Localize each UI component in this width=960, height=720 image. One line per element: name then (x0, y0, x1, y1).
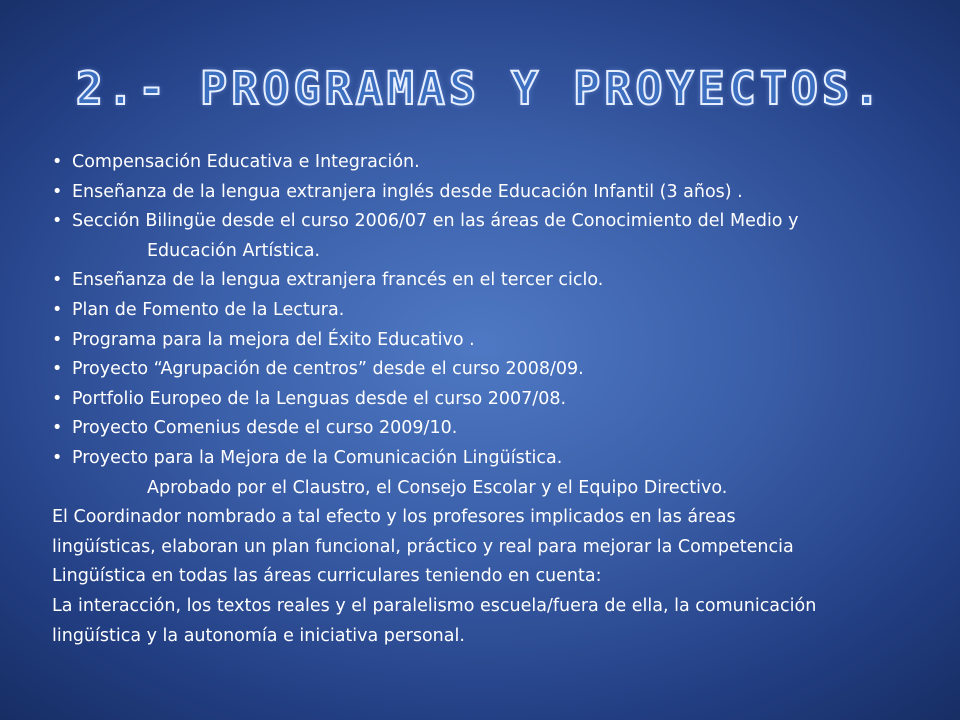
paragraph-line: El Coordinador nombrado a tal efecto y los profesores implicados en las áreas (52, 507, 736, 528)
bullet-text: Enseñanza de la lengua extranjera inglés desde Educación Infantil (3 años) . (72, 181, 743, 202)
paragraph-line: Lingüística en todas las áreas curriculares teniendo en cuenta: (52, 566, 602, 587)
bullet-item (52, 296, 912, 326)
bullet-dot: • (52, 152, 63, 172)
bullet-dot: • (52, 299, 63, 320)
paragraph-line: La interacción, los textos reales y el paralelismo escuela/fuera de ella, la comunicación (52, 595, 817, 616)
bullet-dot: • (52, 418, 63, 439)
bullet-dot: • (52, 359, 63, 380)
paragraph-line: lingüística y la autonomía e iniciativa personal. (52, 625, 465, 646)
bullet-dot: • (52, 181, 63, 202)
bullet-text: Portfolio Europeo de la Lenguas desde el curso 2007/08. (72, 388, 567, 409)
paragraph-line: lingüísticas, elaboran un plan funcional, práctico y real para mejorar la Competencia (52, 536, 794, 557)
bullet-dot: • (52, 211, 63, 232)
slide-title: 2.- PROGRAMAS Y PROYECTOS. (75, 62, 885, 115)
bullet-item (52, 148, 912, 178)
bullet-item (52, 355, 912, 385)
bullet-item (52, 207, 912, 237)
bullet-text: Programa para la mejora del Éxito Educativo . (72, 329, 475, 350)
bullet-item (52, 326, 912, 356)
bullet-dot: • (52, 270, 63, 291)
bullet-text: Sección Bilingüe desde el curso 2006/07 en las áreas de Conocimiento del Medio y (72, 211, 799, 232)
bullet-item (52, 444, 912, 474)
bullet-text: Enseñanza de la lengua extranjera francés en el tercer ciclo. (72, 270, 604, 291)
bullet-text: Compensación Educativa e Integración. (72, 152, 420, 172)
bullet-item (52, 385, 912, 415)
slide-content (52, 148, 912, 651)
bullet-text: Plan de Fomento de la Lectura. (72, 299, 345, 320)
bullet-dot: • (52, 329, 63, 350)
bullet-text: Proyecto para la Mejora de la Comunicación Lingüística. (72, 447, 563, 468)
bullet-continuation: Aprobado por el Claustro, el Consejo Escolar y el Equipo Directivo. (147, 477, 728, 498)
bullet-item (52, 178, 912, 208)
bullet-text: Proyecto Comenius desde el curso 2009/10. (72, 418, 458, 439)
bullet-dot: • (52, 447, 63, 468)
bullet-continuation: Educación Artística. (147, 240, 321, 261)
bullet-item (52, 414, 912, 444)
bullet-item (52, 266, 912, 296)
bullet-dot: • (52, 388, 63, 409)
bullet-text: Proyecto “Agrupación de centros” desde el curso 2008/09. (72, 359, 584, 380)
